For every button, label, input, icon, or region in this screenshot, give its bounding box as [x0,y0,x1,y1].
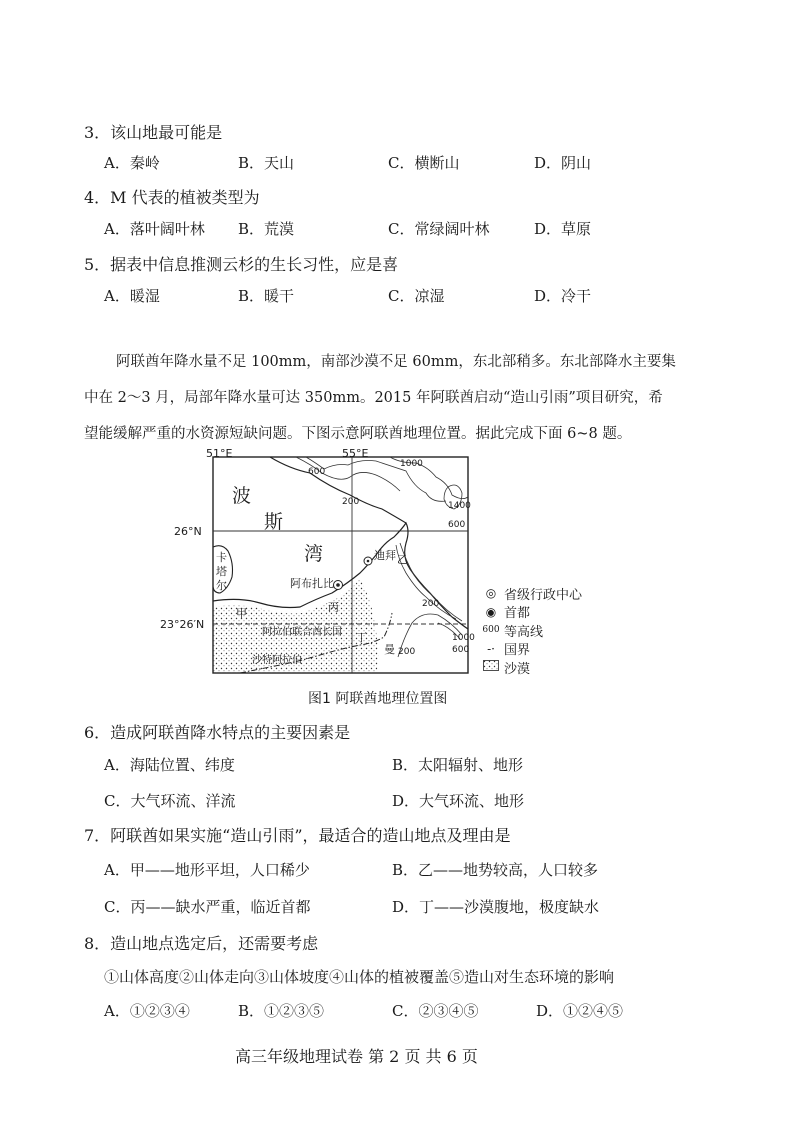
q5-stem: 5．据表中信息推测云杉的生长习性，应是喜 [84,255,399,274]
legend-row-capital [478,603,582,622]
q5-option-a: A．暖湿 [104,287,160,305]
q7-option-b: B．乙——地势较高，人口较多 [392,861,599,879]
q4-stem: 4．M 代表的植被类型为 [84,188,260,207]
qatar-char-3: 尔 [216,579,227,592]
q8-option-c: C．②③④⑤ [392,1002,479,1020]
capital-icon: ◉ [485,604,497,619]
page-footer: 高三年级地理试卷 第 2 页 共 6 页 [235,1047,478,1066]
sea-char-2: 斯 [264,511,284,533]
q4-option-a: A．落叶阔叶林 [104,220,205,238]
legend-label-1: 省级行政中心 [504,587,583,603]
qatar-char-1: 卡 [216,551,227,564]
q4-option-b: B．荒漠 [238,220,295,238]
map-caption: 图1 阿联酋地理位置图 [308,691,448,707]
contour-label-1000-a: 1000 [400,459,423,469]
q6-option-c: C．大气环流、洋流 [104,792,236,810]
q6-stem: 6．造成阿联酋降水特点的主要因素是 [84,723,351,742]
qatar-char-2: 塔 [216,565,227,578]
sea-char-1: 波 [232,485,252,507]
passage-line-2: 中在 2～3 月，局部年降水量可达 350mm。2015 年阿联酋启动“造山引雨”项目研究，希 [84,390,663,406]
q7-stem: 7．阿联酋如果实施“造山引雨”，最适合的造山地点及理由是 [84,826,511,845]
q6-option-a: A．海陆位置、纬度 [104,756,235,774]
legend-label-3: 等高线 [504,624,544,640]
q3-option-c: C．横断山 [388,154,460,172]
contour-label-600-b: 600 [448,520,466,530]
capital-label: 阿布扎比 [290,577,334,590]
q3-option-d: D．阴山 [534,154,592,172]
legend-label-2: 首都 [504,606,531,622]
legend-label-5: 沙漠 [504,661,531,677]
contour-label-1400: 1400 [448,501,471,511]
uae-label: 阿拉伯联合酋长国 [262,627,342,638]
q5-option-c: C．凉湿 [388,287,445,305]
q3-option-a: A．秦岭 [104,154,160,172]
legend-row-desert [478,658,582,677]
province-center-icon: ◎ [485,586,497,601]
legend-row-border [478,640,582,659]
q4-option-c: C．常绿阔叶林 [388,220,490,238]
q8-option-a: A．①②③④ [104,1002,190,1020]
q6-option-d: D．大气环流、地形 [392,792,525,810]
passage-line-3: 望能缓解严重的水资源短缺问题。下图示意阿联酋地理位置。据此完成下面 6~8 题。 [84,426,632,442]
q6-option-b: B．太阳辐射、地形 [392,756,524,774]
q7-option-d: D．丁——沙漠腹地，极度缺水 [392,898,600,916]
q7-option-a: A．甲——地形平坦，人口稀少 [104,861,310,879]
legend-row-province-center [478,584,582,603]
contour-600-east [400,543,462,621]
q3-option-b: B．天山 [238,154,295,172]
q8-option-b: B．①②③⑤ [238,1002,325,1020]
contour-label-200-b: 200 [422,599,440,609]
capital-marker-dot [336,583,340,587]
place-yi: 乙 [397,553,408,566]
q8-option-d: D．①②④⑤ [536,1002,624,1020]
contour-600-north [306,457,446,501]
lat-bottom-label: 23°26′N [160,618,205,631]
map-legend [478,584,582,677]
contour-label-200-c: 200 [398,647,416,657]
contour-label-200-a: 200 [342,497,360,507]
contour-line-icon: 600 [482,625,500,636]
sea-char-3: 湾 [304,543,324,565]
place-jia: 甲 [236,607,247,620]
dubai-marker-dot [367,560,370,563]
contour-label-1000-b: 1000 [452,633,475,643]
iran-coastline [270,457,406,523]
place-bing: 丙 [328,601,339,614]
passage [84,344,724,452]
legend-row-contour [478,621,582,640]
contour-label-600-c: 600 [452,645,470,655]
q3-stem: 3．该山地最可能是 [84,123,223,142]
q8-factors: ①山体高度②山体走向③山体坡度④山体的植被覆盖⑤造山对生态环境的影响 [104,968,615,986]
saudi-label: 沙特阿拉伯 [252,655,302,666]
lon-left-label: 51°E [206,447,233,460]
contour-label-600-a: 600 [308,467,326,477]
border-line-icon: -· [487,641,495,656]
q8-stem: 8．造山地点选定后，还需要考虑 [84,934,319,953]
lon-right-label: 55°E [342,447,369,460]
dubai-label: 迪拜 [374,549,396,562]
q5-option-b: B．暖干 [238,287,295,305]
desert-pattern-icon [478,660,504,674]
legend-label-4: 国界 [504,643,531,659]
q4-option-d: D．草原 [534,220,592,238]
passage-line-1: 阿联酋年降水量不足 100mm，南部沙漠不足 60mm，东北部稍多。东北部降水主要集 [116,354,676,370]
q7-option-c: C．丙——缺水严重，临近首都 [104,898,311,916]
lat-top-label: 26°N [174,525,202,538]
q5-option-d: D．冷干 [534,287,592,305]
place-oman: 曼 [384,643,395,656]
place-ding: 丁 [356,631,367,644]
